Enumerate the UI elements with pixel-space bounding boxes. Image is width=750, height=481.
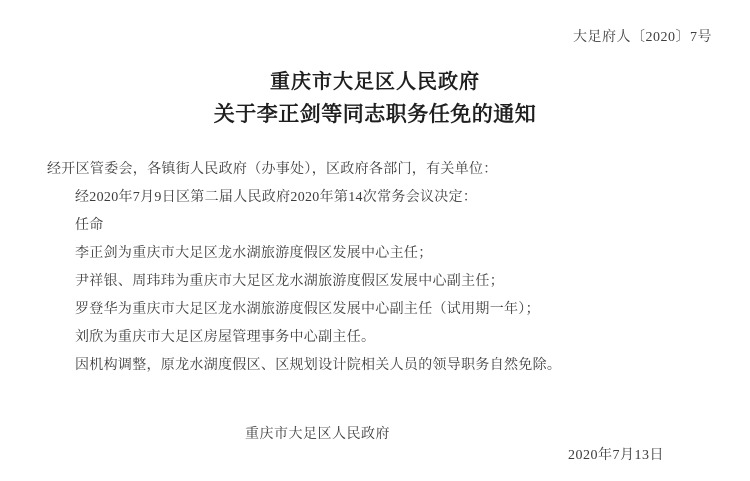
appointment-heading: 任命 [75,218,104,233]
appointment-item: 刘欣为重庆市大足区房屋管理事务中心副主任。 [75,330,376,345]
issuing-authority-title: 重庆市大足区人民政府 [270,71,480,93]
meeting-decision-line: 经2020年7月9日区第二届人民政府2020年第14次常务会议决定： [75,190,478,205]
appointment-item: 尹祥银、周玮玮为重庆市大足区龙水湖旅游度假区发展中心副主任； [75,274,504,289]
document-body [47,156,714,380]
appointment-item: 罗登华为重庆市大足区龙水湖旅游度假区发展中心副主任（试用期一年）； [75,302,540,317]
dismissal-note: 因机构调整，原龙水湖度假区、区规划设计院相关人员的领导职务自然免除。 [75,358,562,373]
appointment-item: 李正剑为重庆市大足区龙水湖旅游度假区发展中心主任； [75,246,433,261]
document-date: 2020年7月13日 [568,448,664,463]
signature-authority: 重庆市大足区人民政府 [245,427,390,442]
notice-subject-title: 关于李正剑等同志职务任免的通知 [213,102,537,126]
addressee-line: 经开区管委会，各镇街人民政府（办事处），区政府各部门，有关单位： [47,162,498,177]
document-reference-number: 大足府人〔2020〕7号 [573,30,712,45]
document-title-block [0,70,750,127]
